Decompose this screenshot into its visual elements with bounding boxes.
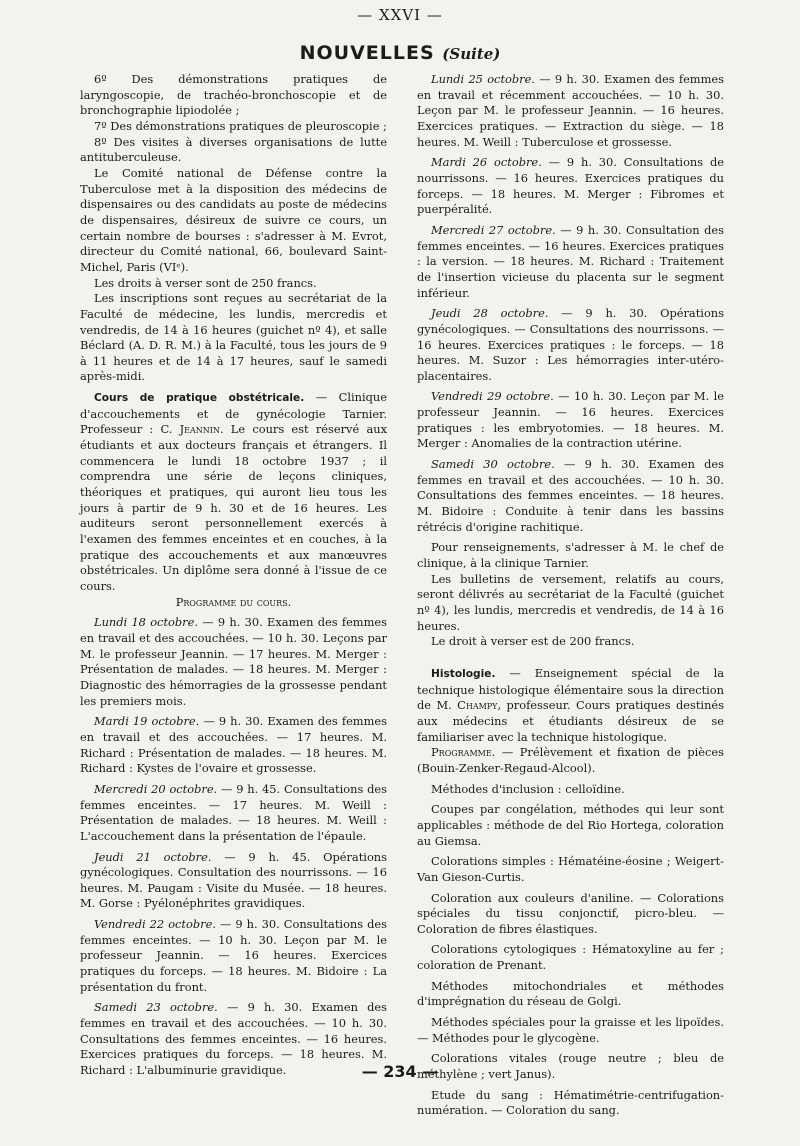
schedule-entry: Vendredi 29 octobre. — 10 h. 30. Leçon par M. le professeur Jeannin. — 16 heures. Exercices pratiques : les embryotomies. — 18 heures. M. Merger : Anomalies de la contraction utérine. bbox=[417, 389, 724, 451]
schedule-entry: Samedi 30 octobre. — 9 h. 30. Examen des femmes en travail et des accouchées. — 10 h. 30. Consultations des femmes enceintes. — 18 heures. M. Bidoire : Conduite à tenir dans les bassins rétrécis d'origine rachitique. bbox=[417, 457, 724, 534]
paragraph-renseignements: Pour renseignements, s'adresser à M. le chef de clinique, à la clinique Tarnier. bbox=[417, 540, 724, 571]
schedule-entry: Lundi 18 octobre. — 9 h. 30. Examen des femmes en travail et des accouchées. — 10 h. 30. Leçons par M. le professeur Jeannin. — 17 heures. M. Merger : Présentation de malades. — 18 heures. M. Merger : Diagnostic des hémorragies de la grossesse pendant les premiers mois. bbox=[80, 615, 387, 708]
schedule-entry: Lundi 25 octobre. — 9 h. 30. Examen des femmes en travail et récemment accouchées. — 10 h. 30. Leçon par M. le professeur Jeannin. — 16 heures. Exercices pratiques. — Extraction du siège. — 18 heures. M. Weill : Tuberculose et grossesse. bbox=[417, 72, 724, 149]
list-item: Colorations cytologiques : Hématoxyline au fer ; coloration de Prenant. bbox=[417, 942, 724, 973]
page-title bbox=[0, 42, 800, 64]
schedule-entry: Mercredi 27 octobre. — 9 h. 30. Consultation des femmes enceintes. — 16 heures. Exercices pratiques : la version. — 18 heures. M. Richard : Traitement de l'insertion vicieuse du placenta sur le segment inférieur. bbox=[417, 222, 724, 300]
section-title: NOUVELLES bbox=[299, 42, 435, 64]
paragraph-bulletins: Les bulletins de versement, relatifs au cours, seront délivrés au secrétariat de la Faculté (guichet nº 4), les lundis, mercredis et vendredis, de 14 à 16 heures. bbox=[417, 571, 724, 633]
schedule-entry: Samedi 23 octobre. — 9 h. 30. Examen des femmes en travail et des accouchées. — 10 h. 30. Consultations des femmes enceintes. — 16 heures. Exercices pratiques du forceps. — 18 heures. M. Richard : L'albuminurie gravidique. bbox=[80, 1000, 387, 1078]
professor-name: M. Champy bbox=[436, 698, 498, 713]
list-item: Méthodes mitochondriales et méthodes d'imprégnation du réseau de Golgi. bbox=[417, 978, 724, 1009]
paragraph-inscriptions: Les inscriptions sont reçues au secrétariat de la Faculté de médecine, les lundis, mercredis et vendredis, de 14 à 16 heures (guichet nº 4), et salle Béclard (A. D. R. M.) à la Faculté, tous les jours de 9 à 11 heures et de 14 à 17 heures, sauf le samedi après-midi. bbox=[80, 291, 387, 384]
paragraph-cours-obstetricale: Cours de pratique obstétricale. — Clinique d'accouchements et de gynécologie Tarnier. Professeur : C. Jeannin. Le cours est réservé aux étudiants et aux docteurs français et étrangers. Il commencera le lundi 18 octobre 1937 ; il comprendra une série de leçons cliniques, théoriques et pratiques, qui auront lieu tous les jours à partir de 9 h. 30 et de 16 heures. Les auditeurs seront personnellement exercés à l'examen des femmes enceintes et en couches, à la pratique des accouchements et aux manœuvres obstétricales. Un diplôme sera donné à l'issue de ce cours. bbox=[80, 390, 387, 593]
list-item: Colorations vitales (rouge neutre ; bleu de méthylène ; vert Janus). bbox=[417, 1051, 724, 1082]
paragraph-histologie: Histologie. — Enseignement spécial de la technique histologique élémentaire sous la direction de M. Champy, professeur. Cours pratiques destinés aux médecins et étudiants désireux de se familiariser avec la technique histologique. bbox=[417, 665, 724, 744]
schedule-entry: Mardi 26 octobre. — 9 h. 30. Consultations de nourrissons. — 16 heures. Exercices pratiques du forceps. — 18 heures. M. Merger : Fibromes et puerpéralité. bbox=[417, 155, 724, 217]
cours-title: Cours de pratique obstétricale. bbox=[94, 392, 305, 405]
roman-page-number: — XXVI — bbox=[357, 6, 443, 24]
list-item: Coupes par congélation, méthodes qui leur sont applicables : méthode de del Rio Hortega, coloration au Giemsa. bbox=[417, 802, 724, 848]
list-item: Colorations simples : Hématéine-éosine ; Weigert-Van Gieson-Curtis. bbox=[417, 854, 724, 884]
professor-name: C. Jeannin bbox=[160, 422, 220, 437]
schedule-entry: Jeudi 21 octobre. — 9 h. 45. Opérations gynécologiques. Consultation des nourrissons. — 16 heures. M. Paugam : Visite du Musée. — 18 heures. M. Gorse : Pyélonéphrites gravidiques. bbox=[80, 849, 387, 911]
paragraph-pleuroscopie: 7º Des démonstrations pratiques de pleuroscopie ; bbox=[94, 118, 387, 133]
page-number: — 234 — bbox=[361, 1062, 439, 1081]
paragraph-droits: Les droits à verser sont de 250 francs. bbox=[94, 275, 317, 290]
programme-heading: Programme du cours. bbox=[175, 594, 292, 609]
schedule-entry: Vendredi 22 octobre. — 9 h. 30. Consultations des femmes enceintes. — 10 h. 30. Leçon par M. le professeur Jeannin. — 16 heures. Exercices pratiques du forceps. — 18 heures. M. Bidoire : La présentation du front. bbox=[80, 917, 387, 994]
paragraph-bourses: Le Comité national de Défense contre la Tuberculose met à la disposition des médecins de dispensaires ou des candidats au poste de médecins de dispensaires, désireux de suivre ce cours, un certain nombre de bourses : s'adresser à M. Evrot, directeur du Comité national, 66, boulevard Saint-Michel, Paris (VIᵉ). bbox=[80, 165, 387, 274]
right-column bbox=[417, 72, 724, 1119]
list-item: Etude du sang : Hématimétrie-centrifugation-numération. — Coloration du sang. bbox=[417, 1087, 724, 1118]
paragraph-droit: Le droit à verser est de 200 francs. bbox=[431, 634, 635, 649]
schedule-entry: Mercredi 20 octobre. — 9 h. 45. Consultations des femmes enceintes. — 17 heures. M. Weill : Présentation de malades. — 18 heures. M. Weill : L'accouchement dans la présentation de l'épaule. bbox=[80, 781, 387, 843]
paragraph-programme: Programme. — Prélèvement et fixation de pièces (Bouin-Zenker-Regaud-Alcool). bbox=[417, 745, 724, 775]
list-item: Coloration aux couleurs d'aniline. — Colorations spéciales du tissu conjonctif, picro-bleu. — Coloration de fibres élastiques. bbox=[417, 890, 724, 936]
paragraph-visites: 8º Des visites à diverses organisations de lutte antituberculeuse. bbox=[80, 134, 387, 165]
histologie-title: Histologie. bbox=[431, 667, 496, 680]
list-item: Méthodes spéciales pour la graisse et les lipoïdes. — Méthodes pour le glycogène. bbox=[417, 1015, 724, 1045]
list-item: Méthodes d'inclusion : celloïdine. bbox=[431, 781, 625, 796]
left-column bbox=[80, 72, 387, 1079]
paragraph-laryngoscopie: 6º Des démonstrations pratiques de laryngoscopie, de trachéo-bronchoscopie et de bronchographie lipiodolée ; bbox=[80, 72, 387, 118]
programme-label: Programme. bbox=[431, 745, 496, 760]
schedule-entry: Mardi 19 octobre. — 9 h. 30. Examen des femmes en travail et des accouchées. — 17 heures. M. Richard : Présentation de malades. — 18 heures. M. Richard : Kystes de l'ovaire et grossesse. bbox=[80, 714, 387, 776]
section-continued: (Suite) bbox=[442, 45, 501, 63]
schedule-entry: Jeudi 28 octobre. — 9 h. 30. Opérations gynécologiques. — Consultations des nourrissons. — 16 heures. Exercices pratiques : le forceps. — 18 heures. M. Suzor : Les hémorragies inter-utéro-placentaires. bbox=[417, 306, 724, 383]
